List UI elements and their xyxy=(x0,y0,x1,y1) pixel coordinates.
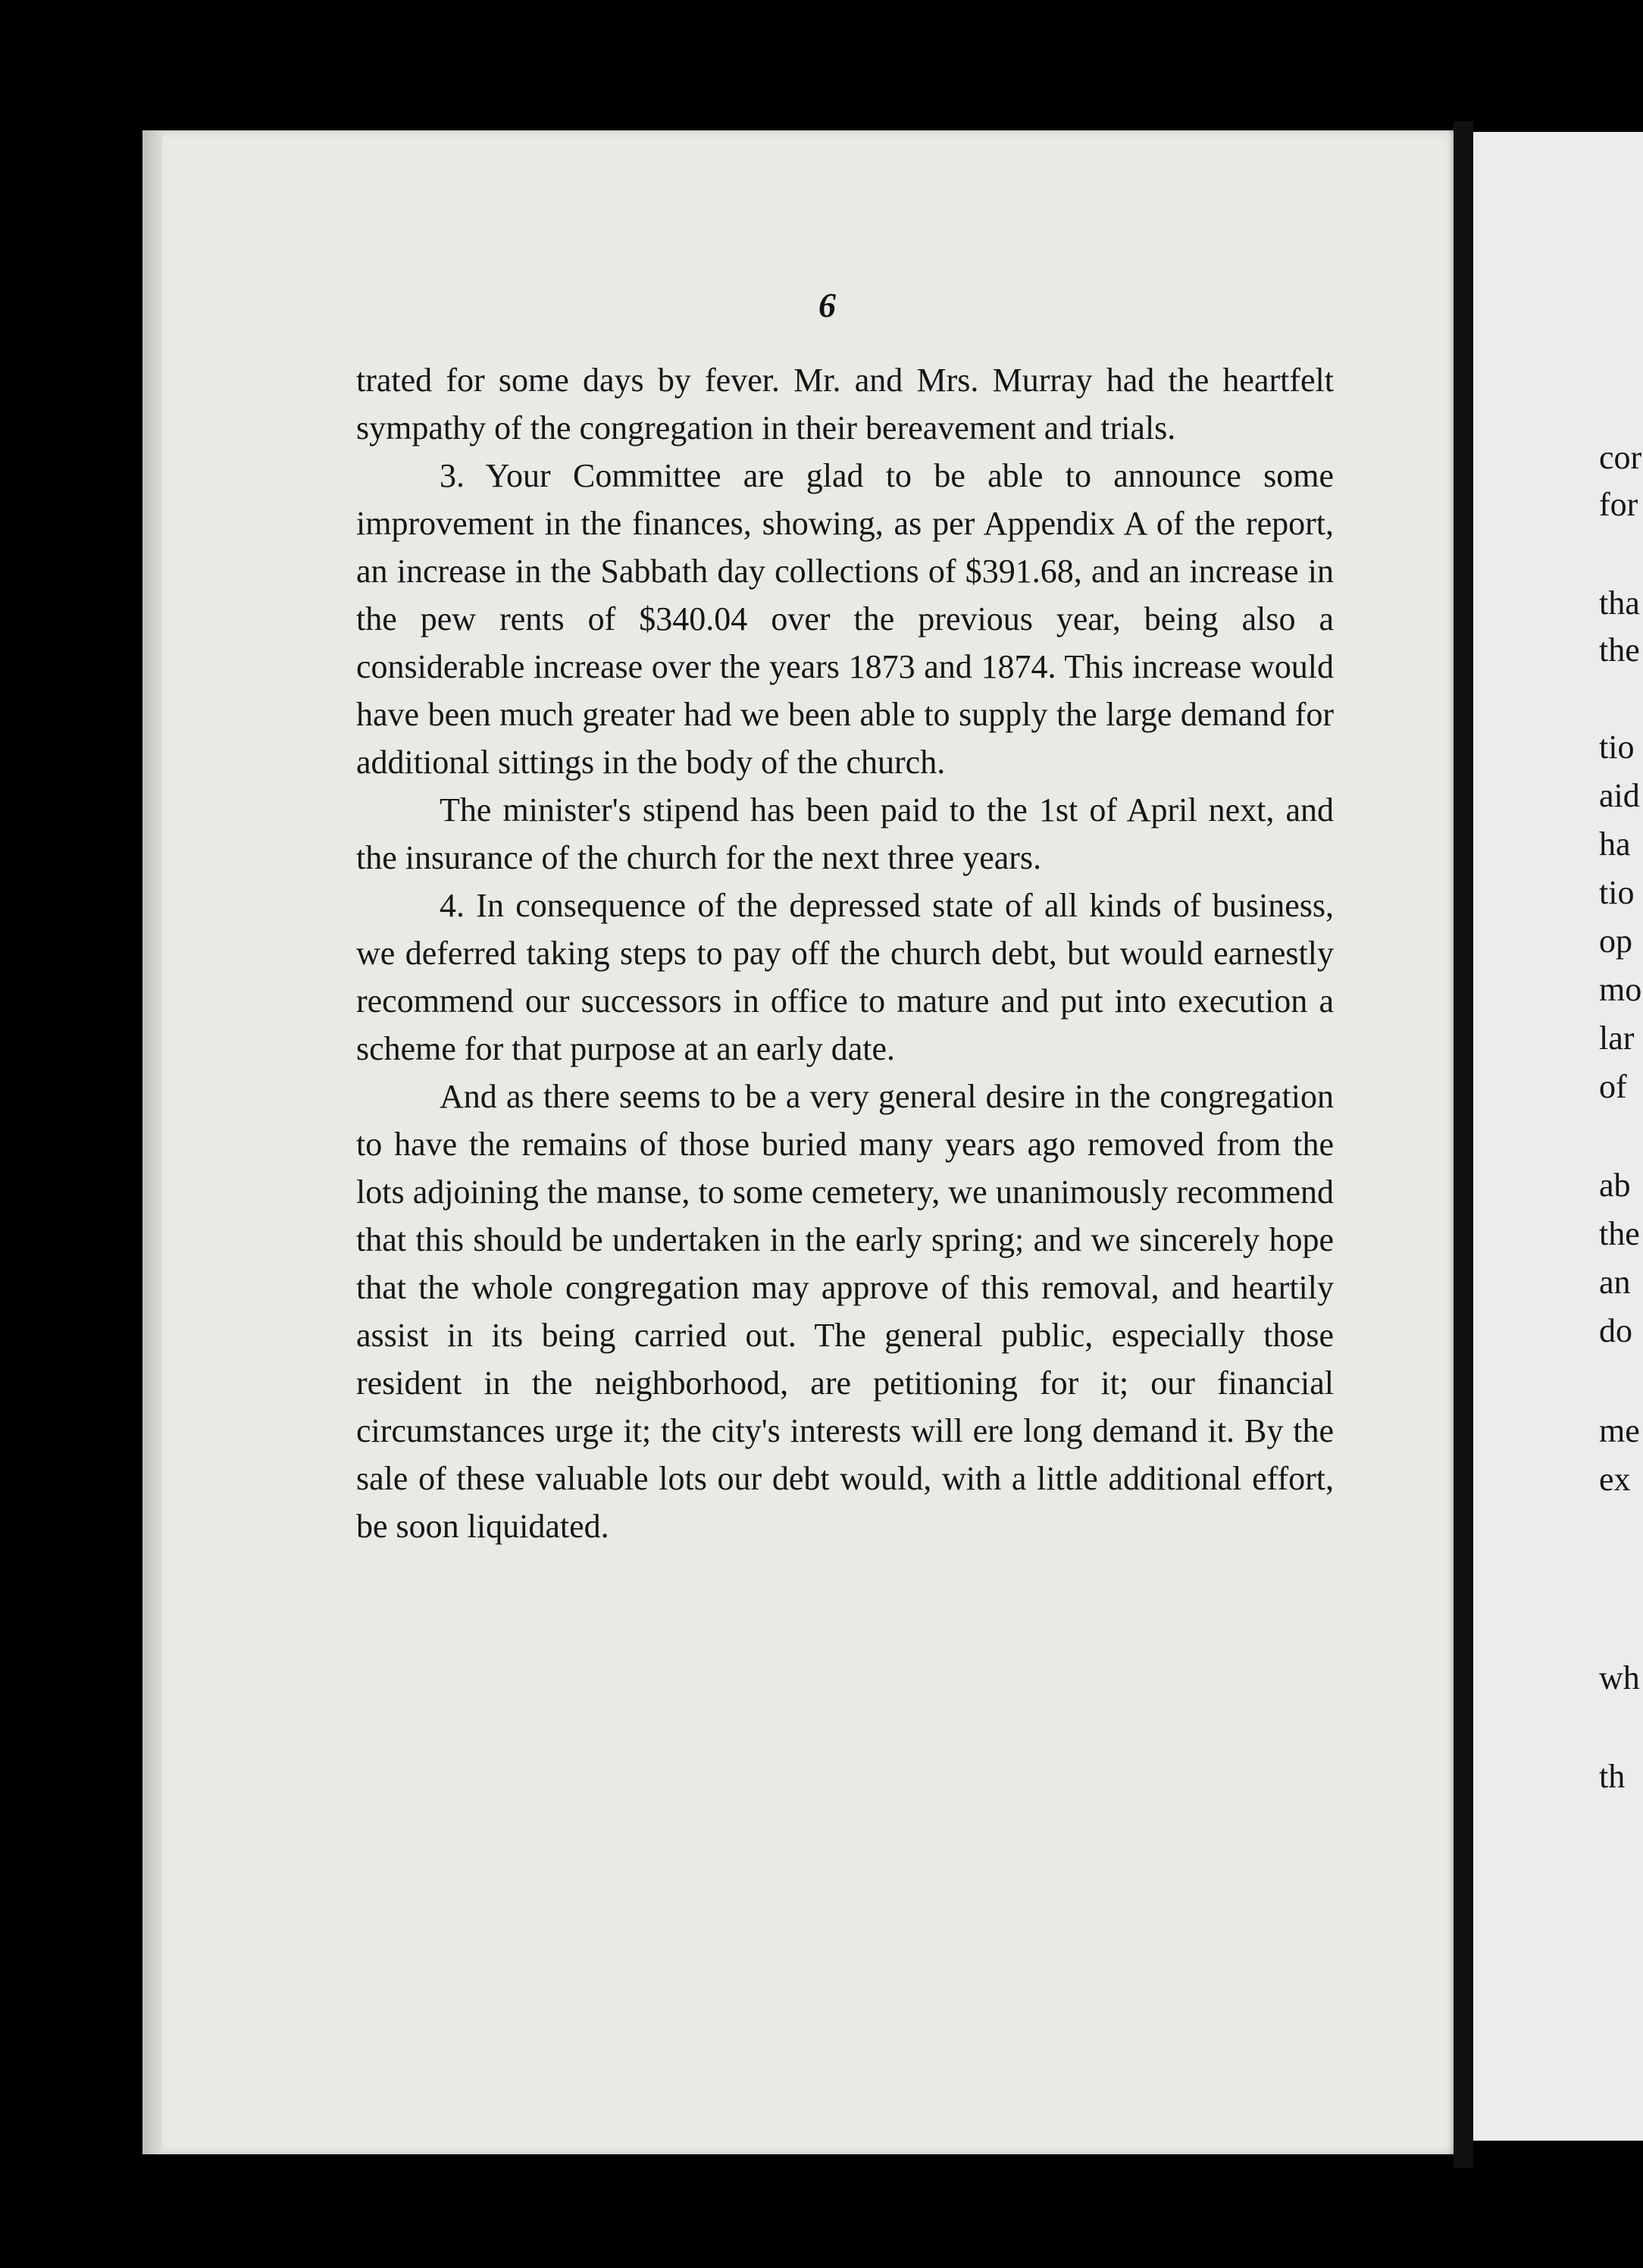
book-gutter xyxy=(1454,121,1473,2168)
facing-fragment: aid xyxy=(1599,777,1640,814)
paragraph-4: 4. In consequence of the depressed state of all kinds of business, we deferred taking steps to pay off the church debt, but would earnestly recommend our successors in office to mature and put into execution a scheme for that purpose at an early date. xyxy=(356,887,1334,1067)
facing-fragment: mo xyxy=(1599,971,1642,1008)
facing-fragment: an xyxy=(1599,1264,1631,1301)
facing-fragment: of xyxy=(1599,1068,1627,1105)
facing-page-text xyxy=(1599,0,1643,2268)
facing-fragment: th xyxy=(1599,1758,1626,1795)
facing-fragment: ha xyxy=(1599,825,1631,863)
facing-fragment: the xyxy=(1599,631,1640,669)
facing-fragment: the xyxy=(1599,1215,1640,1252)
facing-fragment: op xyxy=(1599,923,1632,960)
facing-fragment: for xyxy=(1599,486,1638,523)
facing-fragment: wh xyxy=(1599,1659,1640,1696)
paragraph-3: The minister's stipend has been paid to the 1st of April next, and the insurance of the church for the next three years. xyxy=(356,791,1334,876)
facing-fragment: do xyxy=(1599,1312,1632,1349)
facing-fragment: tio xyxy=(1599,728,1635,766)
page-body xyxy=(356,356,1334,1550)
facing-fragment: tio xyxy=(1599,874,1635,911)
paragraph-1: trated for some days by fever. Mr. and Mrs. Murray had the heartfelt sympathy of the congregation in their bereavement and trials. xyxy=(356,362,1334,446)
facing-fragment: me xyxy=(1599,1412,1640,1449)
paragraph-5: And as there seems to be a very general desire in the congregation to have the remains of those buried many years ago removed from the lots adjoining the manse, to some cemetery, we unanimously recommend that this should be undertaken in the early spring; and we sincerely hope that the whole congregation may approve of this removal, and heartily assist in its being carried out. The general public, especially those resident in the neighborhood, are petitioning for it; our financial circumstances urge it; the city's interests will ere long demand it. By the sale of these valuable lots our debt would, with a little additional effort, be soon liquidated. xyxy=(356,1078,1334,1545)
page-number: 6 xyxy=(818,286,836,324)
facing-fragment: ex xyxy=(1599,1461,1631,1498)
facing-fragment: tha xyxy=(1599,584,1640,622)
paragraph-2: 3. Your Committee are glad to be able to announce some improvement in the finances, showing, as per Appendix A of the report, an increase in the Sabbath day collections of $391.68, and an increase in the pew rents of $340.04 over the previous year, being also a considerable increase over the years 1873 and 1874. This increase would have been much greater had we been able to supply the large demand for additional sittings in the body of the church. xyxy=(356,457,1334,781)
facing-fragment: cor xyxy=(1599,439,1642,476)
facing-fragment: ab xyxy=(1599,1167,1631,1204)
facing-fragment: lar xyxy=(1599,1020,1635,1057)
